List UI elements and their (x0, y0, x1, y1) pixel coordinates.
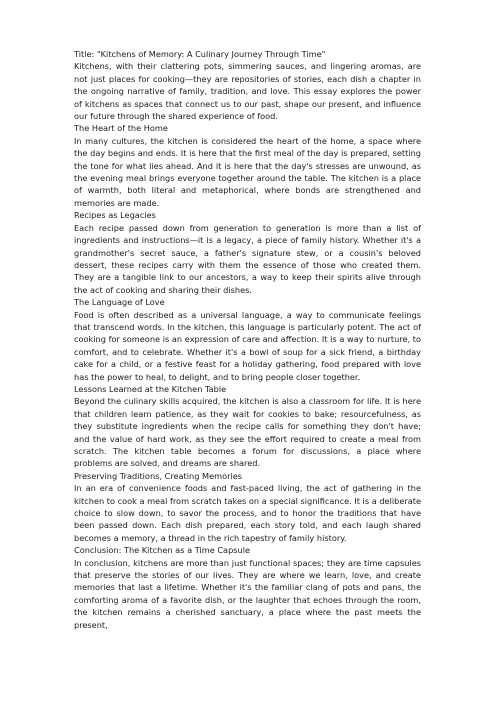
section-heading-recipes-legacies: Recipes as Legacies (74, 210, 156, 221)
section-body-conclusion: In conclusion, kitchens are more than just functional spaces; they are time capsules that preserve the stories of our lives. They are where we learn, love, and create memories that last a lifetime. Whether it's the familiar clang of pots and pans, the comforting aroma of a favorite dish, or the laughter that echoes through the room, the kitchen remains a cherished sanctuary, a place where the past meets the present, (74, 557, 421, 630)
section-heading-conclusion: Conclusion: The Kitchen as a Time Capsule (74, 545, 251, 556)
essay-page (74, 48, 421, 631)
section-heading-language-of-love: The Language of Love (74, 297, 165, 308)
section-heading-heart-of-home: The Heart of the Home (74, 123, 168, 134)
section-heading-preserving-traditions: Preserving Traditions, Creating Memories (74, 470, 243, 481)
section-body-heart-of-home: In many cultures, the kitchen is considered the heart of the home, a space where the day begins and ends. It is here that the first meal of the day is prepared, setting the tone for what lies ahead. And it is here that the day's stresses are unwound, as the evening meal brings everyone together around the table. The kitchen is a place of warmth, both literal and metaphorical, where bonds are strengthened and memories are made. (74, 135, 421, 208)
essay-title: Title: "Kitchens of Memory: A Culinary Journey Through Time" (74, 49, 326, 59)
section-body-lessons-learned: Beyond the culinary skills acquired, the kitchen is also a classroom for life. It is here that children learn patience, as they wait for cookies to bake; resourcefulness, as they substitute ingredients when the recipe calls for something they don't have; and the value of hard work, as they see the effort required to create a meal from scratch. The kitchen table becomes a forum for discussions, a place where problems are solved, and dreams are shared. (74, 396, 421, 469)
section-body-preserving-traditions: In an era of convenience foods and fast-paced living, the act of gathering in the kitchen to cook a meal from scratch takes on a special significance. It is a deliberate choice to slow down, to savor the process, and to honor the traditions that have been passed down. Each dish prepared, each story told, and each laugh shared becomes a memory, a thread in the rich tapestry of family history. (74, 483, 421, 543)
section-body-recipes-legacies: Each recipe passed down from generation to generation is more than a list of ingredients and instructions—it is a legacy, a piece of family history. Whether it's a grandmother's secret sauce, a father's signature stew, or a cousin's beloved dessert, these recipes carry with them the essence of those who created them. They are a tangible link to our ancestors, a way to keep their spirits alive through the act of cooking and sharing their dishes. (74, 222, 421, 295)
intro-paragraph: Kitchens, with their clattering pots, simmering sauces, and lingering aromas, are not just places for cooking—they are repositories of stories, each dish a chapter in the ongoing narrative of family, tradition, and love. This essay explores the power of kitchens as spaces that connect us to our past, shape our present, and influence our future through the shared experience of food. (74, 61, 421, 122)
section-body-language-of-love: Food is often described as a universal language, a way to communicate feelings that transcend words. In the kitchen, this language is particularly potent. The act of cooking for someone is an expression of care and affection. It is a way to nurture, to comfort, and to celebrate. Whether it's a bowl of soup for a sick friend, a birthday cake for a child, or a festive feast for a holiday gathering, food prepared with love has the power to heal, to delight, and to bring people closer together. (74, 309, 421, 382)
section-heading-lessons-learned: Lessons Learned at the Kitchen Table (74, 383, 227, 394)
